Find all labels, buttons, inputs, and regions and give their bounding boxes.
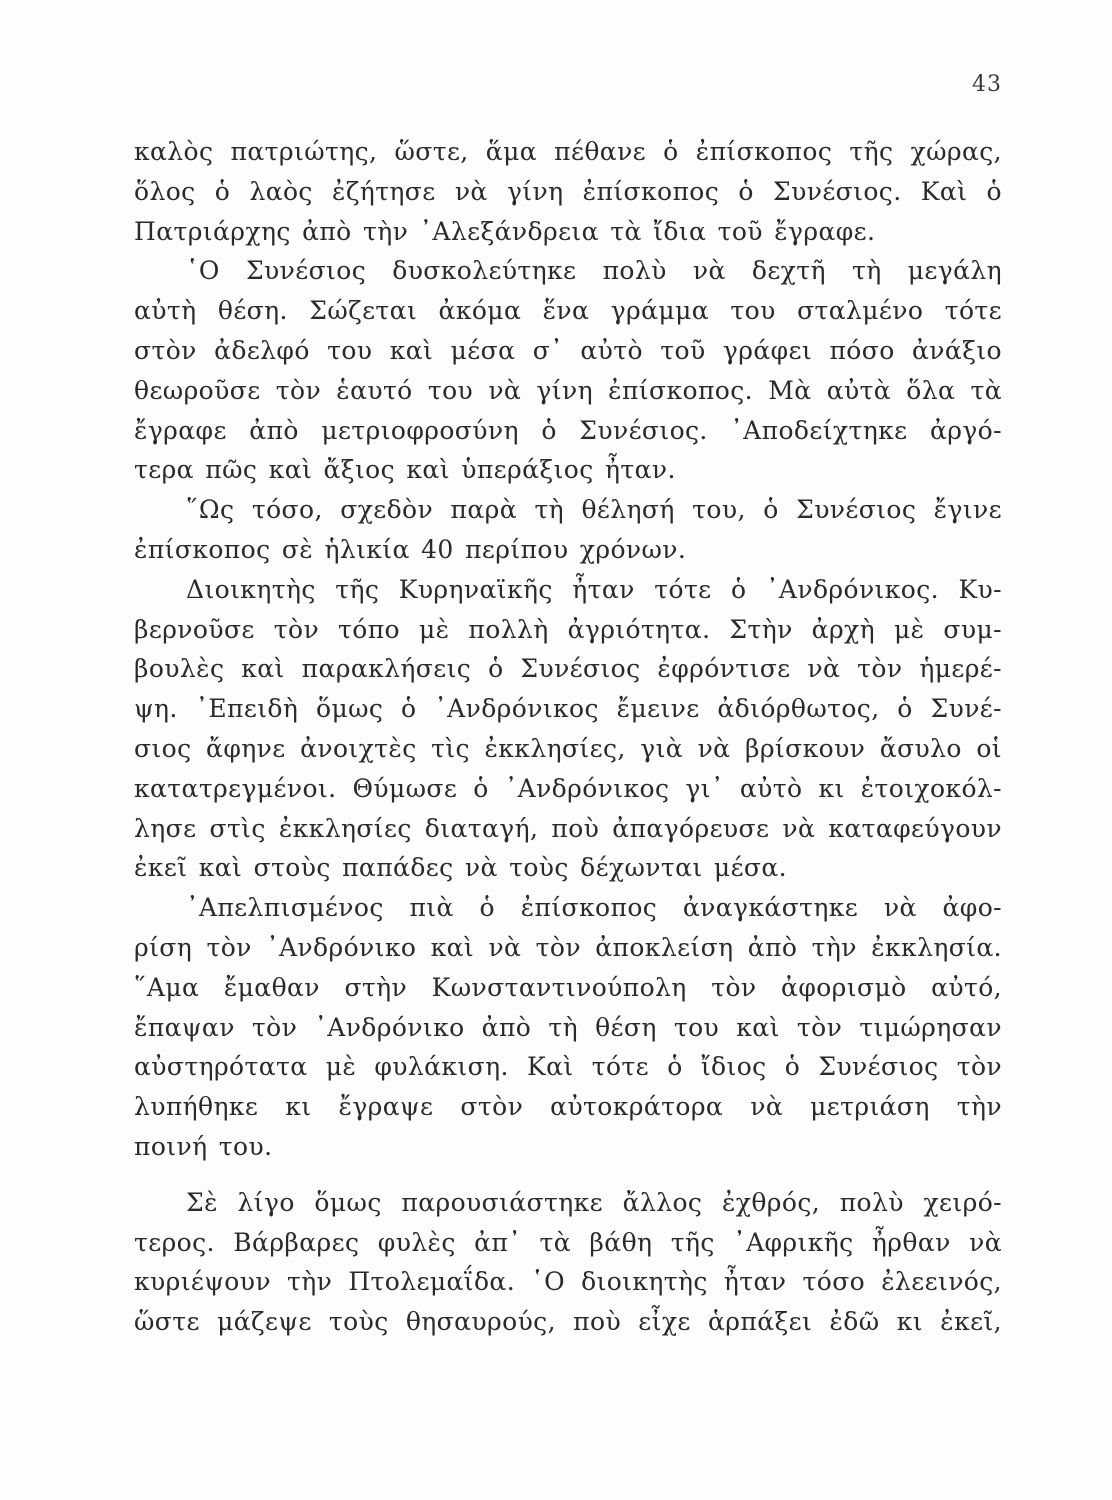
paragraph-spacer [134,1167,1002,1183]
text-line: λυπήθηκε κι ἔγραψε στὸν αὐτοκράτορα νὰ μετριάση τὴν [134,1092,1002,1122]
text-line: ἔγραφε ἀπὸ μετριοφροσύνη ὁ Συνέσιος. ᾿Αποδείχτηκε ἀργό- [134,415,1002,445]
text-line: ποινή του. [134,1131,273,1161]
paragraph [134,1183,1002,1342]
text-line: βουλὲς καὶ παρακλήσεις ὁ Συνέσιος ἐφρόντισε νὰ τὸν ἡμερέ- [134,654,1002,684]
paragraph [134,888,1002,1167]
text-line: ῾Ο Συνέσιος δυσκολεύτηκε πολὺ νὰ δεχτῆ τὴ μεγάλη [186,256,1002,286]
text-line: ῞Ως τόσο, σχεδὸν παρὰ τὴ θέλησή του, ὁ Συνέσιος ἔγινε [186,495,1002,525]
text-line: ᾿Απελπισμένος πιὰ ὁ ἐπίσκοπος ἀναγκάστηκε νὰ ἀφο- [186,893,1002,923]
text-line: σιος ἄφηνε ἀνοιχτὲς τὶς ἐκκλησίες, γιὰ νὰ βρίσκουν ἄσυλο οἱ [134,733,1002,763]
paragraph [134,570,1002,888]
text-line: τερος. Βάρβαρες φυλὲς ἀπ᾿ τὰ βάθη τῆς ᾿Αφρικῆς ἦρθαν νὰ [134,1227,1002,1257]
text-line: κυριέψουν τὴν Πτολεμαΐδα. ῾Ο διοικητὴς ἦταν τόσο ἐλεεινός, [134,1267,1002,1297]
text-line: ρίση τὸν ᾿Ανδρόνικο καὶ νὰ τὸν ἀποκλείση ἀπὸ τὴν ἐκκλησία. [134,932,1002,962]
text-line: αὐτὴ θέση. Σώζεται ἀκόμα ἕνα γράμμα του σταλμένο τότε [134,296,1002,326]
text-line: καλὸς πατριώτης, ὥστε, ἅμα πέθανε ὁ ἐπίσκοπος τῆς χώρας, [134,137,1002,166]
text-line: Διοικητὴς τῆς Κυρηναϊκῆς ἦταν τότε ὁ ᾿Ανδρόνικος. Κυ- [186,574,1002,604]
text-line: ψη. ᾿Επειδὴ ὅμως ὁ ᾿Ανδρόνικος ἔμεινε ἀδιόρθωτος, ὁ Συνέ- [134,694,1002,724]
text-line: Πατριάρχης ἀπὸ τὴν ᾿Αλεξάνδρεια τὰ ἴδια τοῦ ἔγραφε. [134,216,876,246]
text-line: τερα πῶς καὶ ἄξιος καὶ ὑπεράξιος ἦταν. [134,455,676,485]
paragraph [134,490,1002,570]
text-line: θεωροῦσε τὸν ἑαυτό του νὰ γίνη ἐπίσκοπος. Μὰ αὐτὰ ὅλα τὰ [134,375,1002,405]
text-line: κατατρεγμένοι. Θύμωσε ὁ ᾿Ανδρόνικος γι᾿ αὐτὸ κι ἐτοιχοκόλ- [134,773,1002,803]
text-line: ῞Αμα ἔμαθαν στὴν Κωνσταντινούπολη τὸν ἀφορισμὸ αὐτό, [134,972,1002,1002]
text-line: βερνοῦσε τὸν τόπο μὲ πολλὴ ἀγριότητα. Στὴν ἀρχὴ μὲ συμ- [134,614,1002,644]
text-line: ἐκεῖ καὶ στοὺς παπάδες νὰ τοὺς δέχωνται μέσα. [134,853,788,883]
paragraph [134,132,1002,251]
text-line: στὸν ἀδελφό του καὶ μέσα σ᾿ αὐτὸ τοῦ γράφει πόσο ἀνάξιο [134,335,1002,365]
body-text [134,132,1002,1342]
text-line: λησε στὶς ἐκκλησίες διαταγή, ποὺ ἀπαγόρευσε νὰ καταφεύγουν [134,813,1002,843]
text-line: ὅλος ὁ λαὸς ἐζήτησε νὰ γίνη ἐπίσκοπος ὁ Συνέσιος. Καὶ ὁ [134,176,1002,206]
text-line: αὐστηρότατα μὲ φυλάκιση. Καὶ τότε ὁ ἴδιος ὁ Συνέσιος τὸν [134,1052,1002,1082]
text-line: Σὲ λίγο ὅμως παρουσιάστηκε ἄλλος ἐχθρός, πολὺ χειρό- [186,1187,1002,1217]
paragraph [134,251,1002,490]
text-line: ὥστε μάζεψε τοὺς θησαυρούς, ποὺ εἶχε ἁρπάξει ἐδῶ κι ἐκεῖ, [134,1307,1002,1337]
page-number: 43 [972,72,1002,97]
text-line: ἔπαψαν τὸν ᾿Ανδρόνικο ἀπὸ τὴ θέση του καὶ τὸν τιμώρησαν [134,1012,1002,1042]
text-line: ἐπίσκοπος σὲ ἡλικία 40 περίπου χρόνων. [134,534,687,564]
